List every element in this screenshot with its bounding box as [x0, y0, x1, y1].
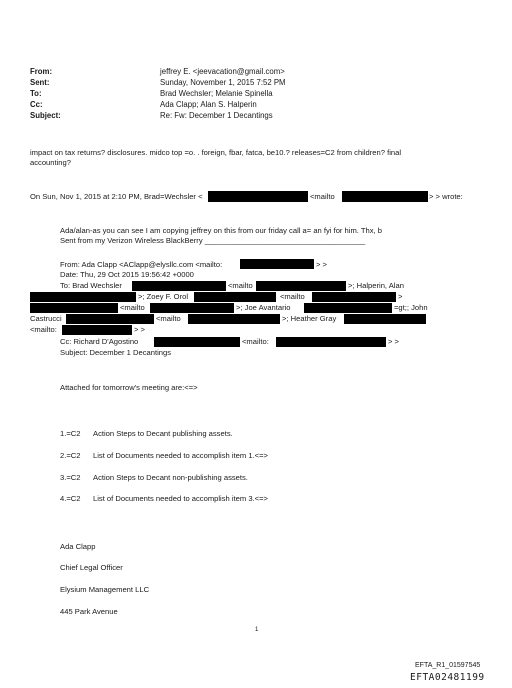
brad-line-2: Sent from my Verizon Wireless BlackBerry ______________________________________: [60, 236, 366, 245]
reply-line-2: accounting?: [30, 158, 71, 167]
redaction: [342, 191, 428, 202]
redaction: [276, 337, 386, 347]
brad-line-1: Ada/alan-as you can see I am copying jeffrey on this from our friday call a= an fyi for him. Thx, b: [60, 226, 382, 235]
row6-b: <mailto: [156, 314, 181, 323]
redaction: [132, 281, 226, 291]
list-item-num: 2.=C2: [60, 451, 81, 460]
subject-value: Re: Fw: December 1 Decantings: [160, 111, 273, 120]
to-value: Brad Wechsler; Melanie Spinella: [160, 89, 273, 98]
from-value: jeffrey E. <jeevacation@gmail.com>: [160, 67, 285, 76]
fwd-cc-c: > >: [388, 337, 399, 346]
redaction: [344, 314, 426, 324]
page-number: 1: [255, 627, 259, 633]
footer-bates-big: EFTA02481199: [410, 672, 485, 683]
signature-name: Ada Clapp: [60, 542, 96, 551]
row4-b: <mailto: [280, 292, 305, 301]
fwd-to-a: To: Brad Wechsler: [60, 281, 122, 290]
list-item-text: Action Steps to Decant publishing assets.: [93, 429, 233, 438]
redaction: [240, 259, 314, 269]
fwd-from-a: From: Ada Clapp <AClapp@elysllc.com <mailto:: [60, 260, 223, 269]
footer-bates-small: EFTA_R1_01597545: [415, 662, 481, 669]
row4-a: >; Zoey F. Orol: [138, 292, 189, 301]
row7-a: <mailto:: [30, 325, 57, 334]
quote-intro-c: > > wrote:: [429, 192, 463, 201]
sent-value: Sunday, November 1, 2015 7:52 PM: [160, 78, 286, 87]
redaction: [188, 314, 280, 324]
fwd-from-b: > >: [316, 260, 327, 269]
subject-label: Subject:: [30, 111, 61, 120]
cc-value: Ada Clapp; Alan S. Halperin: [160, 100, 257, 109]
signature-address: 445 Park Avenue: [60, 607, 118, 616]
attached-line: Attached for tomorrow's meeting are:<=>: [60, 383, 198, 392]
row6-c: >; Heather Gray: [282, 314, 337, 323]
row5-b: >; Joe Avantario: [236, 303, 291, 312]
fwd-cc-a: Cc: Richard D'Agostino: [60, 337, 139, 346]
fwd-cc-b: <mailto:: [242, 337, 269, 346]
redaction: [62, 325, 132, 335]
list-item-num: 4.=C2: [60, 494, 81, 503]
redaction: [194, 292, 276, 302]
redaction: [66, 314, 154, 324]
sent-label: Sent:: [30, 78, 50, 87]
fwd-subject: Subject: December 1 Decantings: [60, 348, 172, 357]
redaction: [30, 303, 118, 313]
signature-title: Chief Legal Officer: [60, 563, 123, 572]
row5-a: <mailto: [120, 303, 145, 312]
list-item-text: List of Documents needed to accomplish item 1.<=>: [93, 451, 268, 460]
quote-intro-b: <mailto: [310, 192, 335, 201]
cc-label: Cc:: [30, 100, 43, 109]
reply-line-1: impact on tax returns? disclosures. midco top =o. . foreign, fbar, fatca, be10.? releases=C2 from children? final: [30, 148, 402, 157]
redaction: [304, 303, 392, 313]
redaction: [150, 303, 234, 313]
redaction: [256, 281, 346, 291]
fwd-to-c: >; Halperin, Alan: [348, 281, 404, 290]
row6-a: Castrucci: [30, 314, 62, 323]
redaction: [154, 337, 240, 347]
redaction: [208, 191, 308, 202]
redaction: [30, 292, 136, 302]
fwd-date: Date: Thu, 29 Oct 2015 19:56:42 +0000: [60, 270, 194, 279]
list-item-num: 1.=C2: [60, 429, 81, 438]
row7-b: > >: [134, 325, 145, 334]
fwd-to-b: <mailto: [228, 281, 253, 290]
signature-company: Elysium Management LLC: [60, 585, 150, 594]
to-label: To:: [30, 89, 42, 98]
list-item-text: List of Documents needed to accomplish item 3.<=>: [93, 494, 268, 503]
list-item-num: 3.=C2: [60, 473, 81, 482]
quote-intro-a: On Sun, Nov 1, 2015 at 2:10 PM, Brad=Wechsler <: [30, 192, 203, 201]
row4-c: >: [398, 292, 403, 301]
list-item-text: Action Steps to Decant non-publishing assets.: [93, 473, 248, 482]
redaction: [312, 292, 396, 302]
from-label: From:: [30, 67, 53, 76]
row5-c: =gt;; John: [394, 303, 428, 312]
